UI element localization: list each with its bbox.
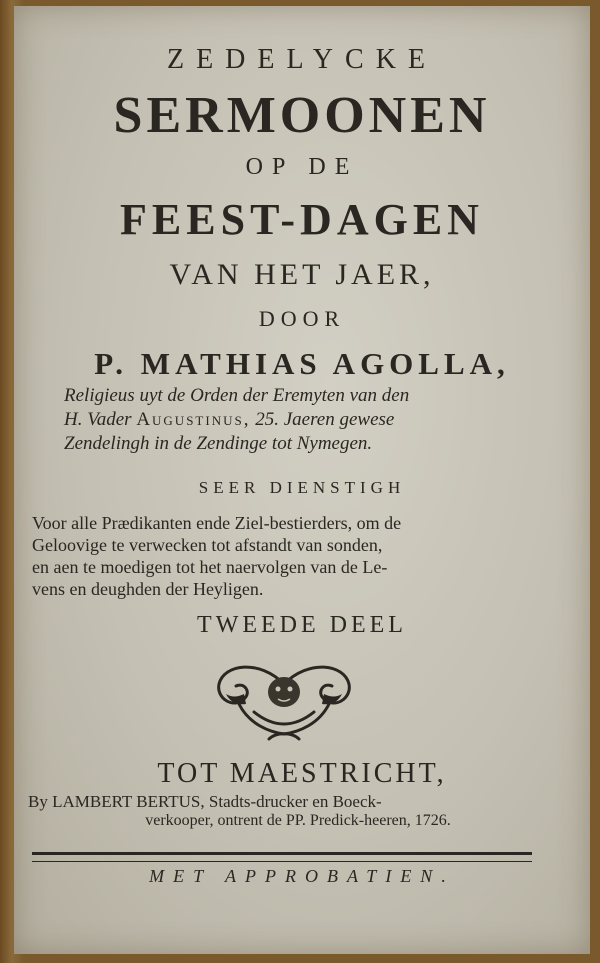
- author-description-line-2: [64, 408, 564, 432]
- title-line-2: SERMOONEN: [113, 87, 491, 144]
- author-description: [64, 384, 564, 456]
- title-line-1: ZEDELYCKE: [166, 44, 438, 75]
- title-line-4: FEEST-DAGEN: [120, 195, 484, 244]
- cherub-ornament-icon: [214, 654, 354, 742]
- title-line-6: DOOR: [258, 306, 346, 331]
- author-description-line-3: Zendelingh in de Zendinge tot Nymegen.: [64, 433, 373, 454]
- title-line-5: VAN HET JAER,: [169, 258, 435, 291]
- augustinus-name: Augustinus,: [136, 409, 251, 430]
- imprint-line-2: verkooper, ontrent de PP. Predick-heeren, 1726.: [145, 812, 451, 829]
- description-line-3: en aen te moedigen tot het naervolgen van de Le-: [32, 557, 388, 577]
- author-description-line-2-pre: H. Vader: [64, 409, 137, 430]
- city-line: TOT MAESTRICHT,: [157, 758, 447, 789]
- imprint-line-1: By LAMBERT BERTUS, Stadts-drucker en Boeck-: [28, 792, 382, 811]
- volume-label: TWEEDE DEEL: [197, 612, 407, 638]
- description-line-2: Geloovige te verwecken tot afstandt van sonden,: [32, 535, 383, 555]
- description-line-4: vens en deughden der Heyligen.: [32, 579, 264, 599]
- title-line-3: OP DE: [245, 154, 359, 180]
- approbation-line: MET APPROBATIEN.: [149, 866, 455, 886]
- description-line-1: Voor alle Prædikanten ende Ziel-bestierders, om de: [32, 513, 402, 533]
- author-name: P. MATHIAS AGOLLA,: [94, 346, 510, 381]
- author-description-line-2-post: 25. Jaeren gewese: [250, 409, 395, 430]
- author-description-line-1: Religieus uyt de Orden der Eremyten van den: [64, 385, 410, 406]
- description-block: [32, 512, 552, 600]
- seer-dienstigh: SEER DIENSTIGH: [198, 478, 406, 497]
- title-page: [14, 6, 590, 954]
- divider-rule: [32, 852, 532, 862]
